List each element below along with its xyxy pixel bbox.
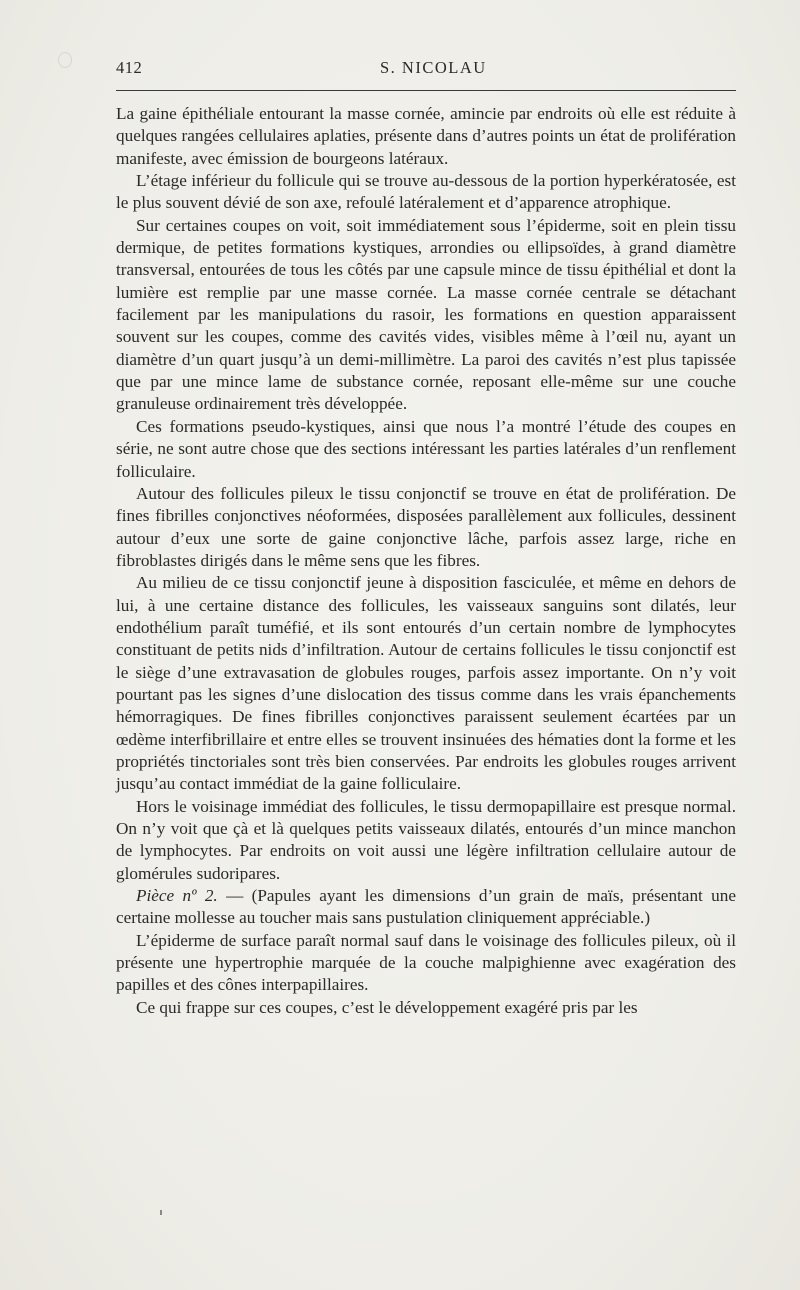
running-head: S. NICOLAU xyxy=(380,58,487,77)
body-text xyxy=(116,103,736,1019)
paragraph: Sur certaines coupes on voit, soit immédiatement sous l’épiderme, soit en plein tissu dermique, de petites formations kystiques, arrondies ou ellipsoïdes, à grand diamètre transversal, entourées de tous les côtés par une capsule mince de tissu épithélial et dont la lumière est remplie par une masse cornée. La masse cornée centrale se détachant facilement par les manipulations du rasoir, les formations en question apparaissent souvent sur les coupes, comme des cavités vides, visibles même à l’œil nu, ayant un diamètre d’un quart jusqu’à un demi-millimètre. La paroi des cavités n’est plus tapissée que par une mince lame de substance cornée, reposant elle-même sur une couche granuleuse ordinairement très développée. xyxy=(116,215,736,414)
piece-label: Pièce nº 2. xyxy=(136,886,218,906)
paragraph: L’épiderme de surface paraît normal sauf dans le voisinage des follicules pileux, où il présente une hypertrophie marquée de la couche malpighienne avec exagération des papilles et des cônes interpapillaires. xyxy=(116,930,736,995)
paragraph: Ce qui frappe sur ces coupes, c’est le développement exagéré pris par les xyxy=(136,997,638,1017)
paragraph: Hors le voisinage immédiat des follicules, le tissu dermopapillaire est presque normal. On n’y voit que çà et là quelques petits vaisseaux dilatés, entourés d’un mince manchon de lymphocytes. Par endroits on voit aussi une légère infiltration cellulaire autour de glomérules sudoripares. xyxy=(116,796,736,883)
page-number: 412 xyxy=(116,58,143,77)
paragraph: L’étage inférieur du follicule qui se trouve au-dessous de la portion hyperkératosée, est le plus souvent dévié de son axe, refoulé latéralement et d’apparence atrophique. xyxy=(116,171,736,213)
page-header xyxy=(116,58,736,84)
paragraph: Ces formations pseudo-kystiques, ainsi que nous l’a montré l’étude des coupes en série, ne sont autre chose que des sections intéressant les parties latérales d’un renflement folliculaire. xyxy=(116,416,736,481)
paragraph: La gaine épithéliale entourant la masse cornée, amincie par endroits où elle est réduite à quelques rangées cellulaires aplaties, présente dans d’autres points un état de prolifération manifeste, avec émission de bourgeons latéraux. xyxy=(116,104,736,168)
margin-blemish xyxy=(58,52,72,68)
paragraph: Au milieu de ce tissu conjonctif jeune à disposition fasciculée, et même en dehors de lui, à une certaine distance des follicules, les vaisseaux sanguins sont dilatés, leur endothélium paraît tuméfié, et ils sont entourés d’un certain nombre de lymphocytes constituant de petits nids d’infiltration. Autour de certains follicules le tissu conjonctif est le siège d’une extravasation de globules rouges, parfois assez importante. On n’y voit pourtant pas les signes d’une dislocation des tissus comme dans les vrais épanchements hémorragiques. De fines fibrilles conjonctives paraissent seulement écartées par un œdème interfibrillaire et entre elles se trouvent insinuées des hématies dont la forme et les propriétés tinctoriales sont très bien conservées. Par endroits les globules rouges arrivent jusqu’au contact immédiat de la gaine folliculaire. xyxy=(116,573,736,794)
piece-text: — (Papules ayant les dimensions d’un grain de maïs, présentant une certaine mollesse au toucher mais sans pustulation cliniquement appréciable.) xyxy=(116,886,736,928)
footer-mark xyxy=(160,1210,162,1215)
paragraph: Autour des follicules pileux le tissu conjonctif se trouve en état de prolifération. De fines fibrilles conjonctives néoformées, disposées parallèlement aux follicules, dessinent autour d’eux une sorte de gaine conjonctive lâche, parfois assez large, riche en fibroblastes dirigés dans le même sens que les fibres. xyxy=(116,483,736,570)
piece-paragraph xyxy=(116,885,736,930)
header-rule xyxy=(116,90,736,91)
